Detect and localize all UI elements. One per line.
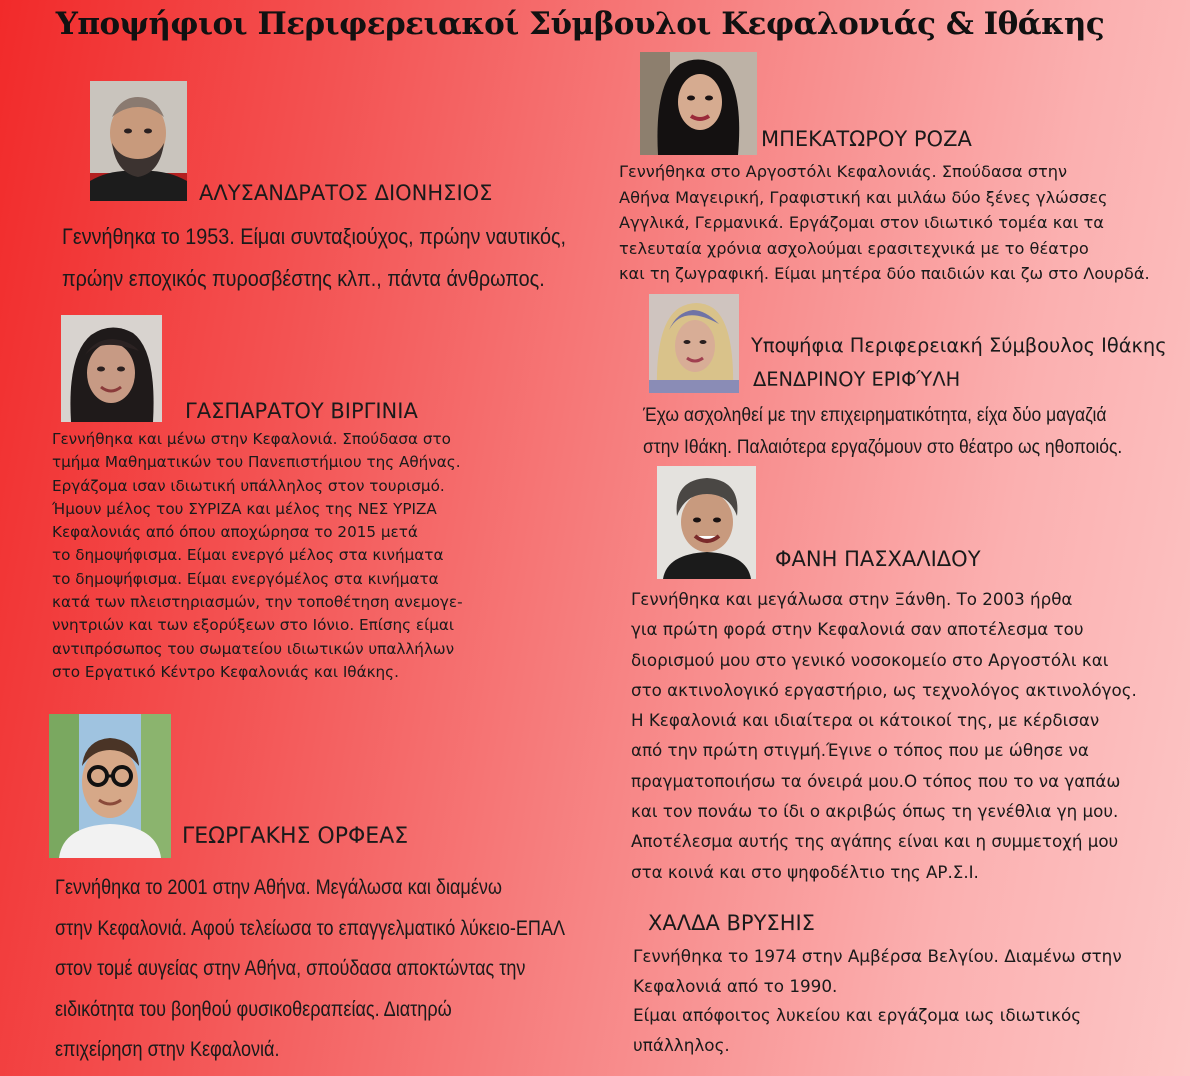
photo-bekatorou [640, 52, 757, 155]
bio-line: Γεννήθηκα το 1974 στην Αμβέρσα Βελγίου. Διαμένω στην [633, 946, 1122, 966]
bio-alysandratos [62, 216, 566, 300]
bio-line: αντιπρόσωπος του σωματείου ιδιωτικών υπαλλήλων [52, 639, 455, 658]
bio-line: Κεφαλονιά από το 1990. [633, 975, 838, 996]
bio-line: Γεννήθηκα το 2001 στην Αθήνα. Μεγάλωσα και διαμένω [55, 876, 503, 899]
bio-line: διορισμού μου στο γενικό νοσοκομείο στο Αργοστόλι και [631, 649, 1109, 670]
bio-line: Κεφαλονιάς από όπου αποχώρησα το 2015 μετά [52, 523, 418, 542]
bio-line: Ήμουν μέλος του ΣΥΡΙΖΑ και μέλος της ΝΕΣ ΥΡΙΖΑ [52, 499, 437, 518]
bio-georgakis [55, 868, 565, 1071]
bio-line: Γεννήθηκα το 1953. Είμαι συνταξιούχος, πρώην ναυτικός, [62, 224, 567, 249]
photo-alysandratos [90, 81, 187, 201]
bio-line: τελευταία χρόνια ασχολούμαι ερασιτεχνικά με το θέατρο [619, 238, 1089, 258]
bio-line: στο Εργατικό Κέντρο Κεφαλονιάς και Ιθάκης. [52, 662, 399, 681]
bio-line: πρώην εποχικός πυροσβέστης κλπ., πάντα άνθρωπος. [62, 266, 545, 291]
bio-line: στην Κεφαλονιά. Αφού τελείωσα το επαγγελματικό λύκειο-ΕΠΑΛ [55, 916, 566, 940]
heading-dendrinou: Υποψήφια Περιφερειακή Σύμβουλος Ιθάκης [751, 334, 1167, 357]
page-title: Υποψήφιοι Περιφερειακοί Σύμβουλοι Κεφαλονιάς & Ιθάκης [55, 6, 1105, 42]
bio-line: στον τομέ αυγείας στην Αθήνα, σπούδασα αποκτώντας την [55, 957, 526, 980]
bio-line: επιχείρηση στην Κεφαλονιά. [55, 1038, 280, 1061]
bio-line: Εργάζομα ισαν ιδιωτική υπάλληλος στον τουρισμό. [52, 476, 445, 495]
portrait-woman-dark-hair-icon [61, 315, 162, 422]
bio-dendrinou [643, 400, 1122, 464]
portrait-woman-blonde-hair-icon [649, 294, 739, 393]
bio-line: στην Ιθάκη. Παλαιότερα εργαζόμουν στο θέατρο ως ηθοποιός. [643, 437, 1123, 458]
bio-line: Η Κεφαλονιά και ιδιαίτερα οι κάτοικοί της, με κέρδισαν [631, 710, 1100, 731]
name-chalda: ΧΑΛΔΑ ΒΡΥΣΗΙΣ [648, 911, 815, 935]
photo-dendrinou [649, 294, 739, 393]
bio-line: για πρώτη φορά στην Κεφαλονιά σαν αποτέλεσμα του [631, 619, 1084, 640]
name-gasparatou: ΓΑΣΠΑΡΑΤΟΥ ΒΙΡΓΙΝΙΑ [185, 399, 418, 423]
bio-line: το δημοψήφισμα. Είμαι ενεργόμέλος στα κινήματα [52, 569, 439, 588]
name-dendrinou: ΔΕΝΔΡΙΝΟΥ ΕΡΙΦΎΛΗ [753, 368, 961, 391]
bio-gasparatou [52, 428, 463, 684]
bio-line: και τον πονάω το ίδι ο ακριβώς όπως τη γενέθλια γη μου. [631, 801, 1119, 822]
bio-line: Αγγλικά, Γερμανικά. Εργάζομαι στον ιδιωτικό τομέα και τα [619, 213, 1104, 232]
bio-line: Αποτέλεσμα αυτής της αγάπης είναι και η συμμετοχή μου [631, 831, 1119, 852]
photo-paschalidou [657, 466, 756, 579]
bio-line: το δημοψήφισμα. Είμαι ενεργό μέλος στα κινήματα [52, 546, 444, 565]
bio-line: και τη ζωγραφική. Είμαι μητέρα δύο παιδιών και ζω στο Λουρδά. [619, 264, 1150, 283]
bio-line: Γεννήθηκα και μεγάλωσα στην Ξάνθη. Το 2003 ήρθα [631, 589, 1073, 609]
portrait-woman-black-hair-icon [640, 52, 757, 155]
bio-line: από την πρώτη στιγμή.Έγινε ο τόπος που με ώθησε να [631, 740, 1089, 761]
bio-line: Είμαι απόφοιτος λυκείου και εργάζομα ιως ιδιωτικός [633, 1005, 1082, 1025]
bio-line: στο ακτινολογικό εργαστήριο, ως τεχνολόγος ακτινολόγος. [631, 679, 1137, 700]
portrait-man-beard-icon [90, 81, 187, 201]
bio-line: κατά των πλειστηριασμών, την τοποθέτηση ανεμογε- [52, 593, 463, 612]
bio-line: τμήμα Μαθηματικών του Πανεπιστήμιου της Αθήνας. [52, 453, 461, 472]
bio-line: Γεννήθηκα στο Αργοστόλι Κεφαλονιάς. Σπούδασα στην [619, 162, 1068, 181]
bio-line: ννητριών και των εξορύξεων στο Ιόνιο. Επίσης είμαι [52, 616, 455, 635]
bio-chalda [633, 942, 1122, 1060]
name-alysandratos: ΑΛΥΣΑΝΔΡΑΤΟΣ ΔΙΟΝΗΣΙΟΣ [199, 181, 493, 205]
name-georgakis: ΓΕΩΡΓΑΚΗΣ ΟΡΦΕΑΣ [182, 824, 409, 849]
photo-georgakis [49, 714, 171, 858]
name-bekatorou: ΜΠΕΚΑΤΩΡΟΥ ΡΟΖΑ [761, 127, 972, 151]
bio-line: Γεννήθηκα και μένω στην Κεφαλονιά. Σπούδασα στο [52, 430, 451, 448]
bio-bekatorou [619, 159, 1150, 287]
portrait-woman-short-hair-icon [657, 466, 756, 579]
photo-gasparatou [61, 315, 162, 422]
name-paschalidou: ΦΑΝΗ ΠΑΣΧΑΛΙΔΟΥ [775, 547, 981, 571]
bio-line: υπάλληλος. [633, 1034, 730, 1055]
bio-line: ειδικότητα του βοηθού φυσικοθεραπείας. Διατηρώ [55, 997, 452, 1021]
bio-line: Έχω ασχοληθεί με την επιχειρηματικότητα, είχα δύο μαγαζιά [643, 405, 1107, 426]
bio-line: Αθήνα Μαγειρική, Γραφιστική και μιλάω δύο ξένες γλώσσες [619, 187, 1108, 207]
bio-line: στα κοινά και στο ψηφοδέλτιο της ΑΡ.Σ.Ι. [631, 861, 979, 882]
bio-paschalidou [631, 584, 1137, 887]
portrait-young-man-glasses-icon [49, 714, 171, 858]
bio-line: πραγματοποιήσω τα όνειρά μου.Ο τόπος που το να γαπάω [631, 770, 1121, 791]
